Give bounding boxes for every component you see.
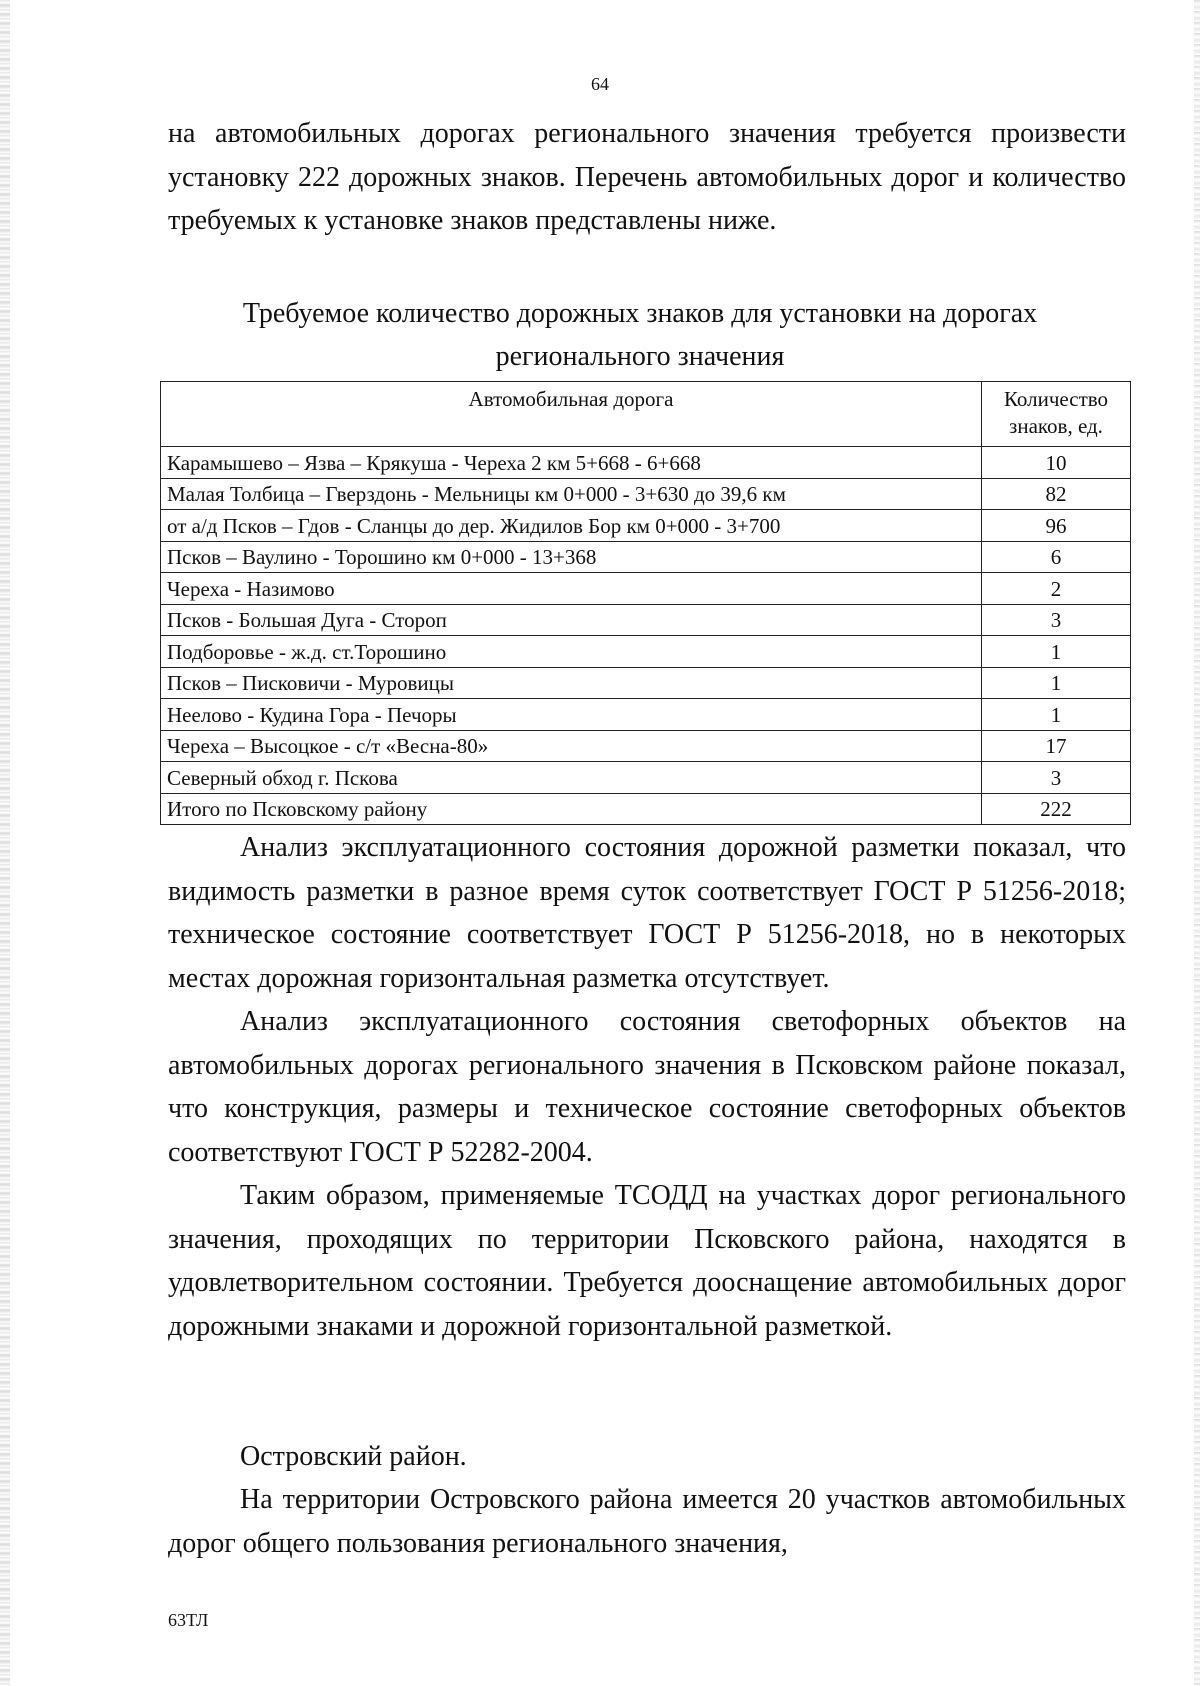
- road-cell: Псков – Ваулино - Торошино км 0+000 - 13+368: [161, 541, 982, 573]
- road-signs-table: [160, 381, 1131, 825]
- table-row: [161, 573, 1131, 605]
- count-cell: 1: [982, 667, 1131, 699]
- table-caption-line1: Требуемое количество дорожных знаков для установки на дорогах: [242, 298, 1038, 329]
- table-header-row: [161, 382, 1131, 447]
- table-row: [161, 510, 1131, 542]
- table-row: [161, 636, 1131, 668]
- road-cell: Череха – Высоцкое - с/т «Весна-80»: [161, 730, 982, 762]
- scan-edge-right: [1194, 0, 1200, 1686]
- count-cell: 1: [982, 699, 1131, 731]
- road-cell: от а/д Псков – Гдов - Сланцы до дер. Жидилов Бор км 0+000 - 3+700: [161, 510, 982, 542]
- paragraph-markings: Анализ эксплуатационного состояния дорожной разметки показал, что видимость разметки в разное время суток соответствует ГОСТ Р 51256-2018; техническое состояние соответствует ГОСТ Р 51256-2018, но в некоторых местах дорожная горизонтальная разметка отсутствует.: [168, 832, 1126, 994]
- table-caption-line2: регионального значения: [495, 341, 785, 372]
- count-cell: 96: [982, 510, 1131, 542]
- footer-code: 63ТЛ: [168, 1610, 209, 1630]
- table-row: [161, 604, 1131, 636]
- header-road: Автомобильная дорога: [161, 382, 982, 447]
- page-number: 64: [591, 74, 609, 94]
- scan-edge-left: [0, 0, 10, 1686]
- intro-paragraph: на автомобильных дорогах регионального значения требуется произвести установку 222 дорожных знаков. Перечень автомобильных дорог и количество требуемых к установке знаков представлены ниже.: [168, 118, 1126, 236]
- road-cell: Подборовье - ж.д. ст.Торошино: [161, 636, 982, 668]
- table-row: [161, 762, 1131, 794]
- count-cell: 82: [982, 478, 1131, 510]
- road-cell: Псков - Большая Дуга - Стороп: [161, 604, 982, 636]
- paragraph-ostrov: На территории Островского района имеется 20 участков автомобильных дорог общего пользования регионального значения,: [168, 1484, 1126, 1559]
- count-cell: 3: [982, 604, 1131, 636]
- table-total-row: [161, 793, 1131, 825]
- section-heading: Островский район.: [240, 1441, 467, 1472]
- count-cell: 2: [982, 573, 1131, 605]
- table-row: [161, 667, 1131, 699]
- table-row: [161, 699, 1131, 731]
- road-cell: Псков – Писковичи - Муровицы: [161, 667, 982, 699]
- road-cell: Малая Толбица – Гверздонь - Мельницы км 0+000 - 3+630 до 39,6 км: [161, 478, 982, 510]
- count-cell: 3: [982, 762, 1131, 794]
- road-cell: Неелово - Кудина Гора - Печоры: [161, 699, 982, 731]
- road-cell: Северный обход г. Пскова: [161, 762, 982, 794]
- total-label-cell: Итого по Псковскому району: [161, 793, 982, 825]
- count-cell: 6: [982, 541, 1131, 573]
- table-caption: [150, 292, 1130, 378]
- count-cell: 17: [982, 730, 1131, 762]
- table-row: [161, 478, 1131, 510]
- road-cell: Череха - Назимово: [161, 573, 982, 605]
- paragraph-conclusion: Таким образом, применяемые ТСОДД на участках дорог регионального значения, проходящих по территории Псковского района, находятся в удовлетворительном состоянии. Требуется дооснащение автомобильных дорог дорожными знаками и дорожной горизонтальной разметкой.: [168, 1180, 1126, 1342]
- count-cell: 1: [982, 636, 1131, 668]
- total-count-cell: 222: [982, 793, 1131, 825]
- count-cell: 10: [982, 447, 1131, 479]
- paragraph-traffic-lights: Анализ эксплуатационного состояния светофорных объектов на автомобильных дорогах регионального значения в Псковском районе показал, что конструкция, размеры и техническое состояние светофорных объектов соответствуют ГОСТ Р 52282-2004.: [168, 1006, 1126, 1168]
- table-row: [161, 447, 1131, 479]
- table-row: [161, 541, 1131, 573]
- header-count: Количество знаков, ед.: [982, 382, 1131, 447]
- road-cell: Карамышево – Язва – Крякуша - Череха 2 км 5+668 - 6+668: [161, 447, 982, 479]
- table-row: [161, 730, 1131, 762]
